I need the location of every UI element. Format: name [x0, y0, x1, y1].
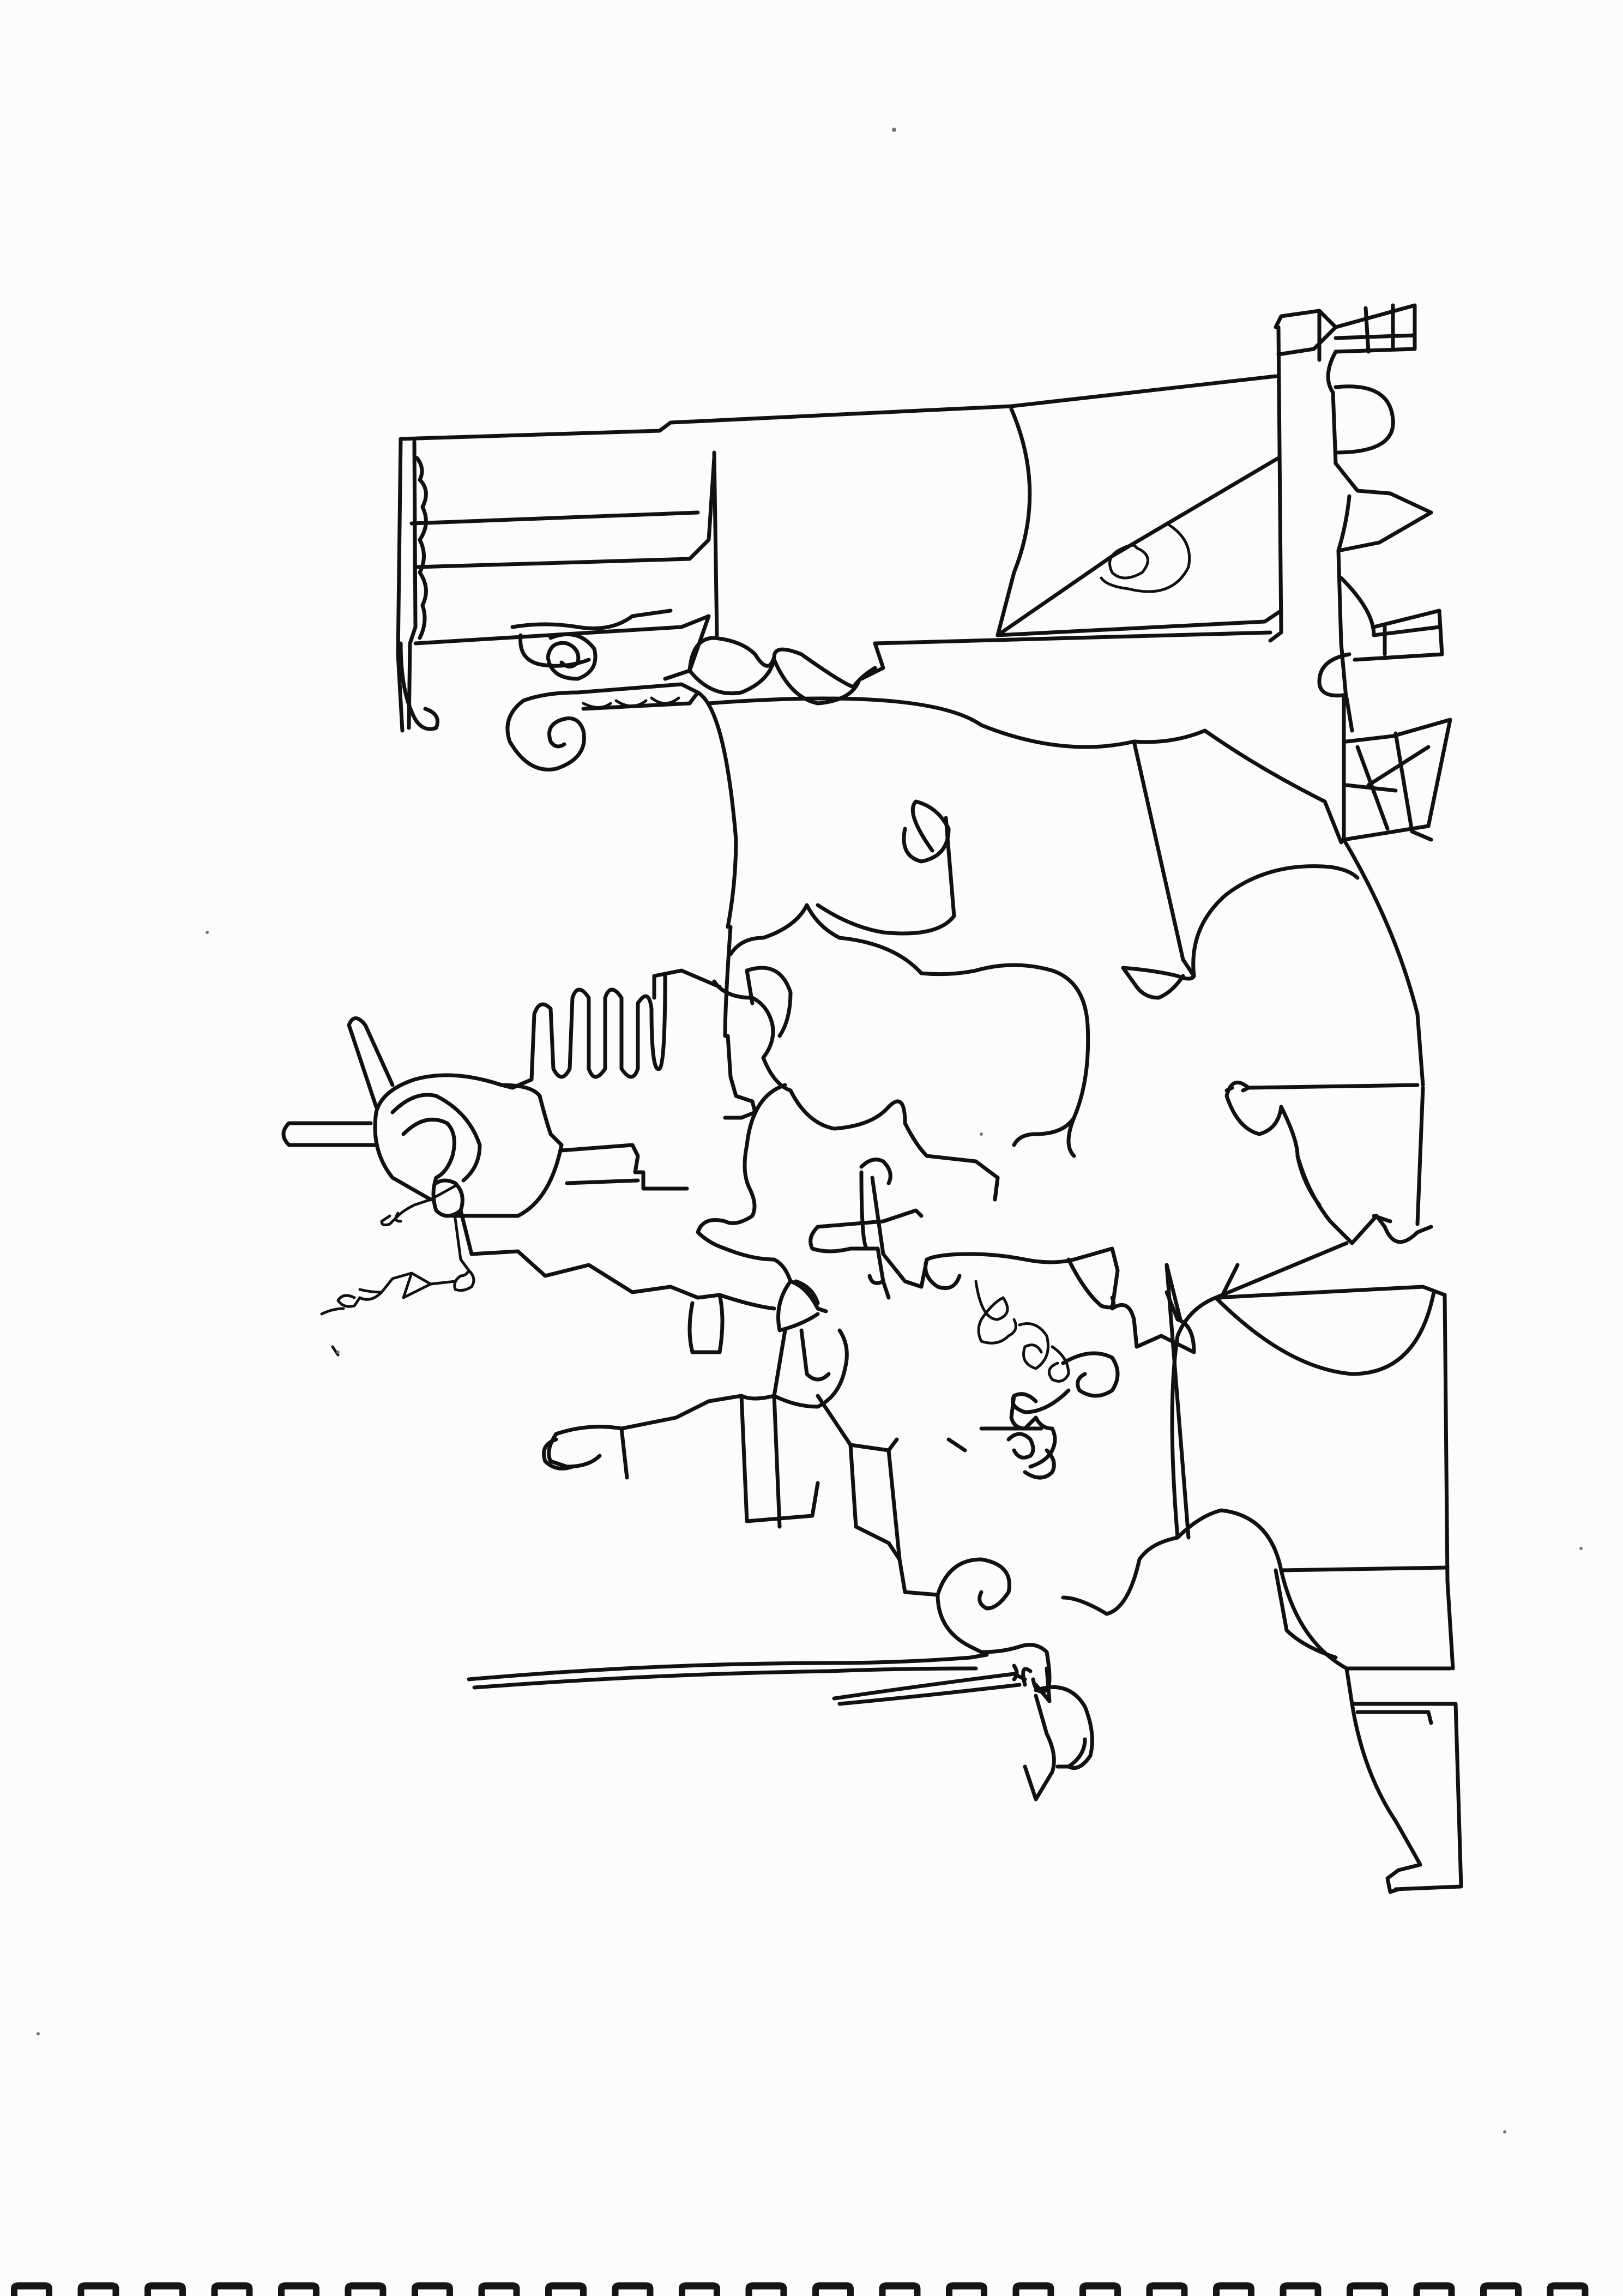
perforation-hole	[212, 2282, 253, 2296]
binding-perforation-row	[11, 2282, 1588, 2296]
lower-right-edges	[1069, 1088, 1232, 1538]
perforation-hole	[879, 2282, 921, 2296]
top-right-building	[398, 305, 1450, 840]
perforation-hole	[1547, 2282, 1589, 2296]
paper-specks	[37, 128, 1583, 2134]
perforation-hole	[1280, 2282, 1322, 2296]
perforation-hole	[545, 2282, 587, 2296]
perforation-hole	[345, 2282, 387, 2296]
perforation-hole	[746, 2282, 787, 2296]
perforation-hole	[11, 2282, 52, 2296]
bottom-right-building	[1063, 1088, 1461, 1892]
central-pavilion	[698, 1085, 1194, 1352]
kite-tassels	[322, 1186, 474, 1355]
perforation-hole	[1480, 2282, 1522, 2296]
perforation-hole	[612, 2282, 654, 2296]
perforation-hole	[144, 2282, 186, 2296]
scroll-ornaments-middle	[949, 1281, 1118, 1478]
perforation-hole	[278, 2282, 319, 2296]
perforation-hole	[1147, 2282, 1188, 2296]
perforation-hole	[1347, 2282, 1388, 2296]
perforation-hole	[1414, 2282, 1455, 2296]
needle-spikes	[469, 1655, 1025, 1704]
perforation-hole	[1079, 2282, 1121, 2296]
central-tower	[283, 927, 791, 1292]
perforation-hole	[679, 2282, 720, 2296]
lower-left-building	[544, 1287, 1093, 1799]
perforation-hole	[412, 2282, 453, 2296]
middle-arches	[690, 638, 1423, 1156]
perforation-hole	[1213, 2282, 1254, 2296]
perforation-hole	[812, 2282, 854, 2296]
perforation-hole	[78, 2282, 119, 2296]
perforation-hole	[946, 2282, 987, 2296]
perforation-hole	[1013, 2282, 1054, 2296]
perforation-hole	[479, 2282, 520, 2296]
